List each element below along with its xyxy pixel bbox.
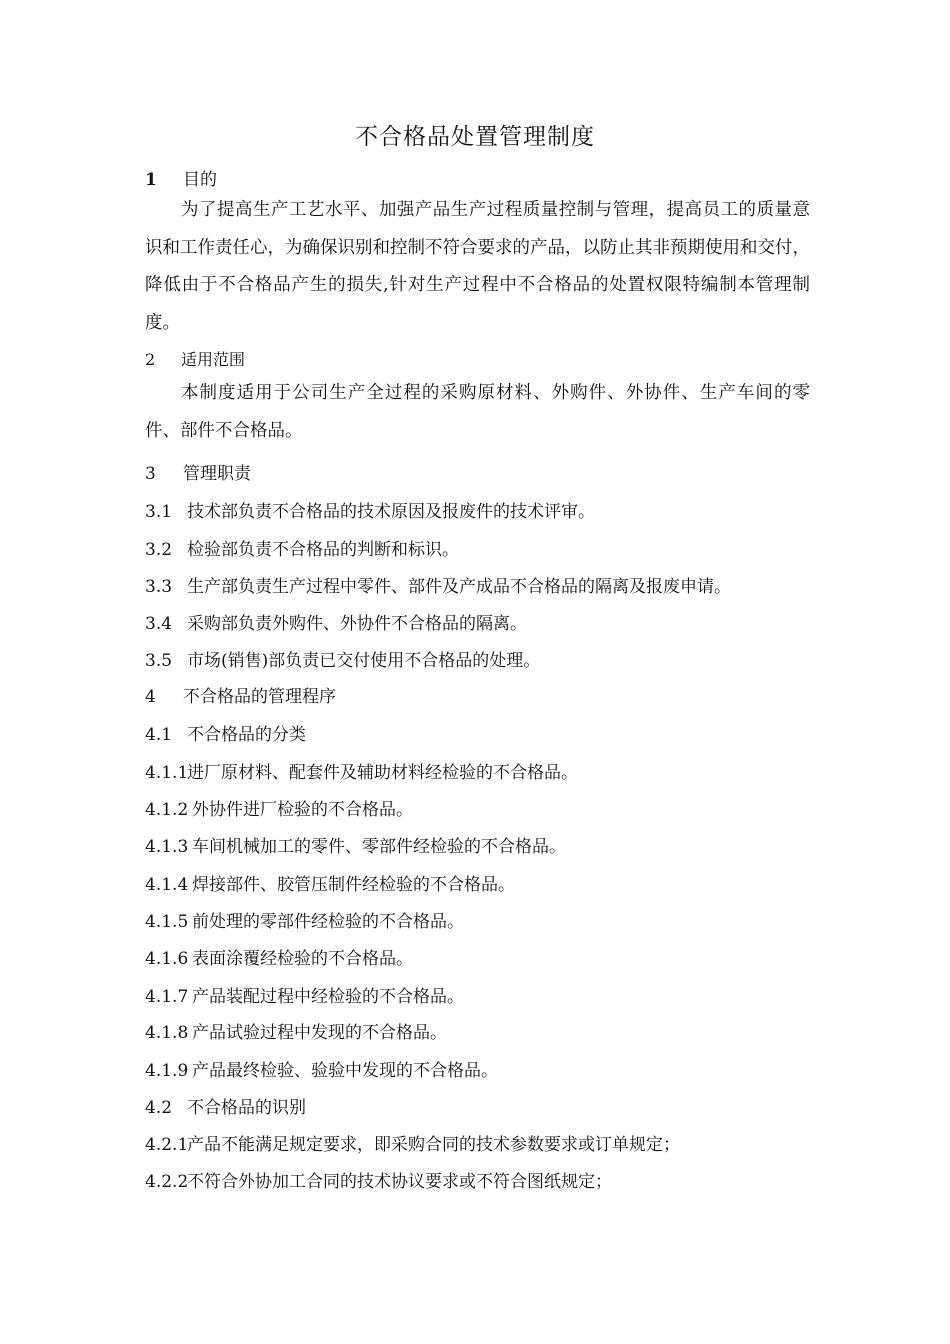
item-text: 产品装配过程中经检验的不合格品。 bbox=[192, 987, 464, 1007]
section-4-heading bbox=[145, 682, 815, 707]
item-text: 产品最终检验、验验中发现的不合格品。 bbox=[192, 1061, 498, 1081]
section-2-paragraph: 本制度适用于公司生产全过程的采购原材料、外购件、外协件、生产车间的零件、部件不合格品。 bbox=[145, 383, 810, 441]
section-number: 1 bbox=[145, 170, 157, 190]
list-item bbox=[145, 832, 815, 857]
item-number: 4 bbox=[145, 687, 156, 707]
list-item bbox=[145, 907, 815, 932]
item-number: 4.1.6 bbox=[145, 949, 189, 969]
item-text: 不合格品的管理程序 bbox=[183, 687, 336, 707]
item-text: 市场(销售)部负责已交付使用不合格品的处理。 bbox=[187, 651, 541, 671]
list-item bbox=[145, 758, 815, 783]
item-number: 4.1.7 bbox=[145, 987, 189, 1007]
list-item bbox=[145, 497, 815, 522]
item-number: 3.5 bbox=[145, 651, 173, 671]
item-number: 4.2 bbox=[145, 1098, 173, 1118]
item-text: 不合格品的分类 bbox=[187, 725, 306, 745]
item-text: 检验部负责不合格品的判断和标识。 bbox=[187, 540, 459, 560]
item-number: 4.1.8 bbox=[145, 1023, 189, 1043]
section-title: 管理职责 bbox=[183, 464, 251, 484]
list-item bbox=[145, 1167, 815, 1192]
list-item bbox=[145, 572, 815, 597]
item-text: 车间机械加工的零件、零部件经检验的不合格品。 bbox=[192, 837, 566, 857]
section-2-heading bbox=[145, 347, 815, 370]
item-text: 表面涂覆经检验的不合格品。 bbox=[192, 949, 413, 969]
list-item bbox=[145, 870, 815, 895]
item-number: 4.1.5 bbox=[145, 912, 189, 932]
item-number: 4.1.2 bbox=[145, 800, 189, 820]
item-text: 焊接部件、胶管压制件经检验的不合格品。 bbox=[192, 875, 515, 895]
list-item bbox=[145, 982, 815, 1007]
list-item bbox=[145, 795, 815, 820]
item-number: 4.1.3 bbox=[145, 837, 189, 857]
item-number: 3.4 bbox=[145, 614, 173, 634]
item-text: 前处理的零部件经检验的不合格品。 bbox=[192, 912, 464, 932]
list-item bbox=[145, 646, 815, 671]
item-number: 4.1 bbox=[145, 725, 173, 745]
list-item bbox=[145, 1093, 815, 1118]
list-item bbox=[145, 1130, 815, 1155]
item-number: 3.3 bbox=[145, 577, 173, 597]
section-3-heading bbox=[145, 459, 815, 484]
section-1-paragraph: 为了提高生产工艺水平、加强产品生产过程质量控制与管理，提高员工的质量意识和工作责任心，为确保识别和控制不符合要求的产品，以防止其非预期使用和交付，降低由于不合格品产生的损失,针对生产过程中不合格品的处置权限特编制本管理制度。 bbox=[145, 200, 810, 333]
item-text: 不合格品的识别 bbox=[187, 1098, 306, 1118]
item-text: 进厂原材料、配套件及辅助材料经检验的不合格品。 bbox=[187, 763, 578, 783]
item-text: 产品不能满足规定要求，即采购合同的技术参数要求或订单规定； bbox=[187, 1135, 680, 1155]
section-number: 2 bbox=[145, 350, 156, 369]
section-number: 3 bbox=[145, 464, 156, 484]
section-1-heading bbox=[145, 165, 815, 190]
item-text: 不符合外协加工合同的技术协议要求或不符合图纸规定； bbox=[187, 1172, 612, 1192]
list-item bbox=[145, 944, 815, 969]
item-number: 3.1 bbox=[145, 502, 173, 522]
document-title: 不合格品处置管理制度 bbox=[355, 124, 595, 150]
item-text: 生产部负责生产过程中零件、部件及产成品不合格品的隔离及报废申请。 bbox=[187, 577, 731, 597]
item-number: 4.1.4 bbox=[145, 875, 189, 895]
item-number: 3.2 bbox=[145, 540, 173, 560]
section-title: 目的 bbox=[183, 170, 217, 190]
item-number: 4.1.1 bbox=[145, 763, 189, 783]
section-title: 适用范围 bbox=[181, 350, 246, 369]
list-item bbox=[145, 609, 815, 634]
item-number: 4.1.9 bbox=[145, 1061, 189, 1081]
item-text: 产品试验过程中发现的不合格品。 bbox=[192, 1023, 447, 1043]
list-item bbox=[145, 720, 815, 745]
item-text: 技术部负责不合格品的技术原因及报废件的技术评审。 bbox=[187, 502, 595, 522]
item-text: 采购部负责外购件、外协件不合格品的隔离。 bbox=[187, 614, 527, 634]
item-text: 外协件进厂检验的不合格品。 bbox=[192, 800, 413, 820]
item-number: 4.2.2 bbox=[145, 1172, 189, 1192]
list-item bbox=[145, 1056, 815, 1081]
item-number: 4.2.1 bbox=[145, 1135, 189, 1155]
list-item bbox=[145, 1018, 815, 1043]
list-item bbox=[145, 535, 815, 560]
